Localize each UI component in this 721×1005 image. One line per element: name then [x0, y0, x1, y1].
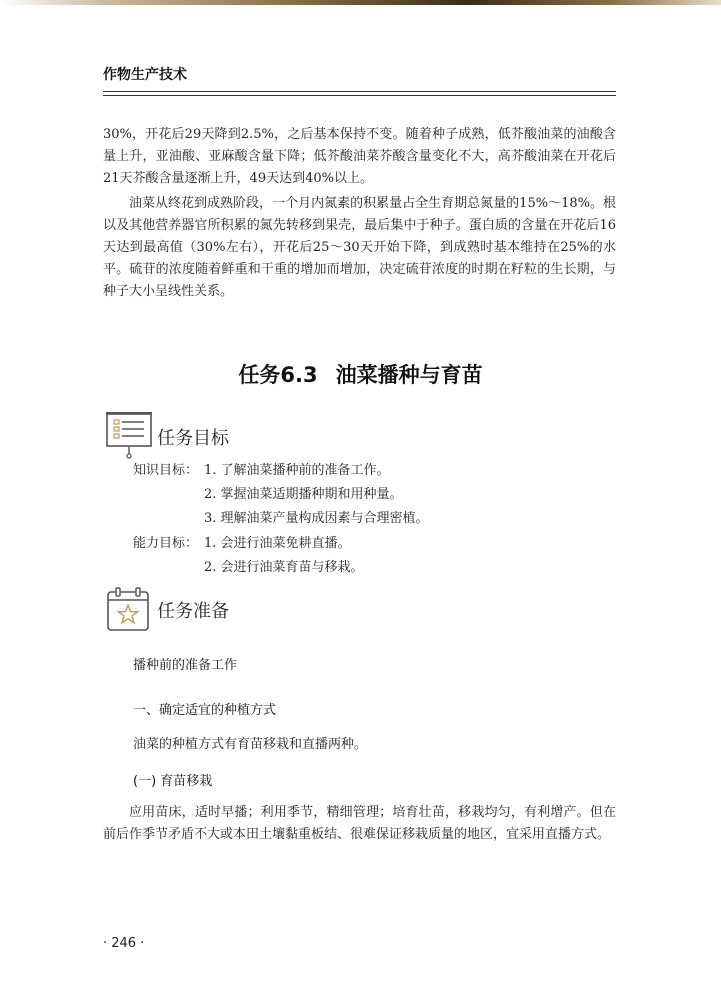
- knowledge-goals-label: 知识目标：: [133, 463, 199, 478]
- top-decor-bar: [0, 0, 721, 5]
- knowledge-goal-item: 1. 了解油菜播种前的准备工作。: [204, 463, 390, 478]
- planting-methods-line: 油菜的种植方式有育苗移栽和直播两种。: [133, 737, 368, 752]
- task-goals-heading: 任务目标: [157, 428, 229, 449]
- ability-goal-item: 1. 会进行油菜免耕直播。: [204, 536, 351, 551]
- knowledge-goal-item: 2. 掌握油菜适期播种期和用种量。: [204, 487, 403, 502]
- subheading-transplant: (一) 育苗移栽: [133, 774, 213, 789]
- paragraph-1: 30%，开花后29天降到2.5%，之后基本保持不变。随着种子成熟，低芥酸油菜的油酸含量上升，亚油酸、亚麻酸含量下降；低芥酸油菜芥酸含量变化不大，高芥酸油菜在开花后21天芥酸含量逐渐上升，49天达到40%以上。: [103, 127, 616, 186]
- ability-goal-item: 2. 会进行油菜育苗与移栽。: [204, 560, 364, 575]
- knowledge-goal-item: 3. 理解油菜产量构成因素与合理密植。: [204, 511, 429, 526]
- header-rule-thin: [103, 95, 616, 96]
- task-name: 油菜播种与育苗: [335, 363, 483, 387]
- running-header: 作物生产技术: [103, 67, 187, 83]
- ability-goals-label: 能力目标：: [133, 536, 199, 551]
- task-prep-heading: 任务准备: [157, 601, 229, 622]
- paragraph-2: 油菜从终花到成熟阶段，一个月内氮素的积累量占全生育期总氮量的15%～18%。根以及其他营养器官所积累的氮先转移到果壳，最后集中于种子。蛋白质的含量在开花后16天达到最高值（30%左右），开花后25～30天开始下降，到成熟时基本维持在25%的水平。硫苷的浓度随着鲜重和干重的增加而增加，决定硫苷浓度的时期在籽粒的生长期，与种子大小呈线性关系。: [103, 196, 616, 299]
- subheading-prep-work: 播种前的准备工作: [133, 658, 238, 673]
- header-rule-thick: [103, 91, 616, 92]
- task-number: 任务6.3: [238, 363, 318, 387]
- page-number: · 246 ·: [103, 936, 145, 951]
- calendar-star-icon: [106, 586, 150, 636]
- presentation-board-icon: [106, 410, 152, 464]
- subheading-planting-method: 一、确定适宜的种植方式: [133, 703, 277, 718]
- task-title: [0, 359, 721, 389]
- paragraph-3: 应用苗床，适时早播；利用季节，精细管理；培育壮苗，移栽均匀，有利增产。但在前后作季节矛盾不大或本田土壤黏重板结、很难保证移栽质量的地区，宜采用直播方式。: [103, 805, 616, 842]
